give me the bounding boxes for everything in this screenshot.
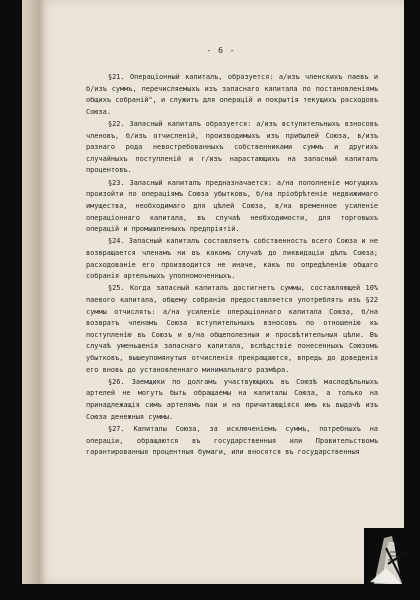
paragraph-26: §26. Заемщики по долгамъ участвующихъ въ Союзѣ маслодѣльныхъ артелей не могутъ быть обращаемы на капиталы Союза, а только на принадлежащія симъ артелямъ паи и на причитающіяся имъ къ выдачѣ изъ Союза денежныя суммы. bbox=[86, 377, 378, 421]
paragraph-25: §25. Когда запасный капиталъ достигнетъ суммы, составляющей 10% паевого капитала, общему собранію предоставляется употреблять изъ §22 суммы отчислять: а/на усиленіе операціоннаго капитала Союза, б/на возвратъ членамъ Союза вступительныхъ взносовъ по отношенію къ поступленію въ Союзъ и в/на общеполезныя и просвѣтительныя цѣли. Въ случаѣ уменьшенія запаснаго капитала, вслѣдствіе понесенныхъ Союзомъ убытковъ, вышеупомянутыя отчисленія прекращаются, впредь до доведенія его вновь до установленнаго минимальнаго размѣра. bbox=[86, 284, 378, 374]
paragraph-23: §23. Запасный капиталъ предназначается: а/на пополненіе могущихъ произойти по операціямъ Союза убытковъ, б/на пріобрѣтеніе недвижимаго имущества, необходимаго для цѣлей Союза, в/на временное усиленіе операціоннаго капитала, въ случаѣ необходимости, для торговыхъ операцій и промышленныхъ предпріятій. bbox=[86, 178, 378, 234]
paragraph-24: §24. Запасный капиталъ составляетъ собственность всего Союза и не возвращается членамъ ни въ какомъ случаѣ до ликвидаціи дѣлъ Союза; расходованіе его производится не иначе, какъ по опредѣленію общаго собранія артельныхъ уполномоченныхъ. bbox=[86, 237, 378, 281]
paragraph-27: §27. Капиталы Союза, за исключеніемъ суммъ, потребныхъ на операціи, обращаются въ государственныя или Правительствомъ гарантированныя процентныя бумаги, или вносятся въ государственныя bbox=[86, 424, 378, 457]
book-emblem-icon bbox=[364, 528, 420, 592]
paragraph-22: §22. Запасный капиталъ образуется: а/изъ вступительныхъ взносовъ членовъ, б/изъ отчисленій, производимыхъ изъ прибылей Союза, в/изъ разнаго рода невостребованныхъ собственниками суммъ и другихъ случайныхъ поступленій и г/изъ нарастающихъ на запасный капиталъ процентовъ. bbox=[86, 120, 378, 175]
scan-bottom-edge bbox=[0, 584, 420, 600]
document-body bbox=[86, 72, 378, 459]
page-number: - 6 - bbox=[206, 46, 236, 55]
paragraph-21: §21. Операціонный капиталъ, образуется: а/изъ членскихъ паевъ и б/изъ суммъ, перечисляемыхъ изъ запаснаго капитала по постановленіямъ общихъ собраній", и служитъ для операцій и покрытія текущихъ расходовъ Союза. bbox=[86, 73, 378, 116]
